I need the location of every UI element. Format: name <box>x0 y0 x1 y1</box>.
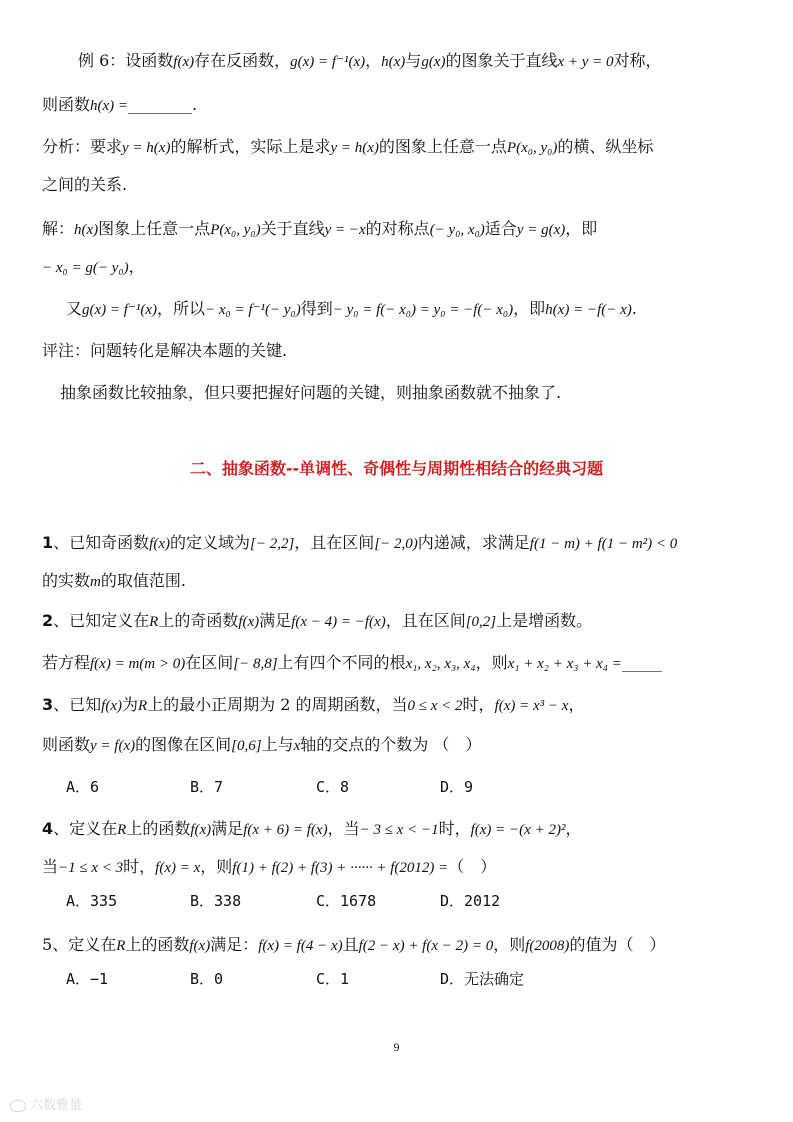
math-expression: f(x) = x <box>155 860 201 876</box>
math-expression: y = f(x) <box>90 738 136 754</box>
math-expression: f(x) <box>190 822 212 838</box>
solution-line1 <box>42 218 597 241</box>
math-expression: g(x) = f⁻¹(x) <box>290 54 366 70</box>
math-expression: f(x) = f(4 − x) <box>258 938 343 954</box>
math-expression: R <box>138 698 148 714</box>
text: 满足： <box>210 935 259 954</box>
problem4-option-d: D．2012 <box>440 892 501 910</box>
text: （ ） <box>448 857 497 876</box>
section-heading: 二、抽象函数--单调性、奇偶性与周期性相结合的经典习题 <box>189 459 604 478</box>
problem3-option-c: C．8 <box>316 778 350 796</box>
math-expression: g(x) = f⁻¹(x) <box>82 302 158 318</box>
text: 上的函数 <box>125 935 190 954</box>
problem5-option-d: D．无法确定 <box>440 970 525 988</box>
math-expression: [0,6] <box>231 738 262 754</box>
math-expression: R <box>149 614 159 630</box>
problem3-line2 <box>42 734 481 757</box>
text: 上的奇函数 <box>158 611 239 630</box>
text: 得到 <box>300 299 333 318</box>
math-expression: h(x) <box>74 222 99 238</box>
math-expression: f(x + 6) = f(x) <box>243 822 328 838</box>
solution-line3 <box>66 298 637 321</box>
problem3-option-d: D．9 <box>440 778 474 796</box>
text: 的横、纵坐标 <box>557 137 654 156</box>
text: ，即 <box>513 299 546 318</box>
math-expression: f(x) = m(m > 0) <box>90 656 186 672</box>
text: 上是增函数。 <box>496 611 593 630</box>
math-expression: f(1) + f(2) + f(3) + ······ + f(2012) = <box>232 860 449 876</box>
math-expression: f(x − 4) = −f(x) <box>291 614 386 630</box>
math-expression: [− 2,2] <box>250 536 295 552</box>
text: ，即 <box>565 219 598 238</box>
answer-blank: ________. <box>128 95 198 114</box>
math-expression: P(x₀, y₀) <box>210 222 261 238</box>
text: 、已知 <box>53 695 102 714</box>
comment-line2: 抽象函数比较抽象，但只要把握好问题的关键，则抽象函数就不抽象了. <box>60 383 562 402</box>
text: ，当 <box>327 819 360 838</box>
math-expression: f(x) = −(x + 2)² <box>470 822 566 838</box>
text: 存在反函数， <box>194 51 291 70</box>
text: 解： <box>42 219 75 238</box>
text: 则函数 <box>42 95 91 114</box>
math-expression: (− y₀, x₀) <box>429 222 485 238</box>
math-expression: [0,2] <box>465 614 497 630</box>
text: 又 <box>66 299 83 318</box>
text: 上与 <box>261 735 294 754</box>
watermark-logo-icon <box>10 1100 26 1112</box>
text: 、已知奇函数 <box>53 533 150 552</box>
math-expression: x₁, x₂, x₃, x₄ <box>405 656 476 672</box>
text: ， <box>568 695 585 714</box>
math-expression: y = h(x) <box>330 140 379 156</box>
page-number: 9 <box>393 1040 400 1054</box>
text: 若方程 <box>42 653 91 672</box>
problem5-line1 <box>42 934 665 957</box>
answer-blank: _____ <box>621 653 662 672</box>
text: 上的最小正周期为 2 的周期函数，当 <box>147 695 408 714</box>
problem5-option-a: A．−1 <box>66 970 109 988</box>
watermark-text: 六数雅量 <box>30 1098 83 1113</box>
problem2-line1 <box>42 610 592 633</box>
math-expression: f(2 − x) + f(x − 2) = 0 <box>358 938 494 954</box>
math-expression: y = h(x) <box>122 140 171 156</box>
math-expression: f(x) <box>173 54 195 70</box>
math-expression: − x₀ = g(− y₀) <box>42 260 129 276</box>
analysis-line2: 之间的关系. <box>42 175 128 194</box>
text: 时， <box>438 819 471 838</box>
problem5-option-c: C．1 <box>316 970 350 988</box>
math-expression: R <box>116 938 126 954</box>
math-expression: 0 ≤ x < 2 <box>407 698 463 714</box>
text: 且 <box>342 935 359 954</box>
problem4-line1 <box>42 818 581 841</box>
problem4-option-c: C．1678 <box>316 892 377 910</box>
text: 满足 <box>259 611 292 630</box>
problem-number: 2 <box>42 611 54 630</box>
text: 与 <box>405 51 422 70</box>
math-expression: f(2008) <box>525 938 570 954</box>
text: 例 6：设函数 <box>78 51 174 70</box>
example6-line1 <box>78 50 662 73</box>
math-expression: f(x) <box>189 938 211 954</box>
problem3-option-a: A．6 <box>66 778 100 796</box>
text: 满足 <box>211 819 244 838</box>
problem3-option-b: B．7 <box>190 778 224 796</box>
text: ，则 <box>493 935 526 954</box>
text: 对称， <box>613 51 662 70</box>
problem4-line2 <box>42 856 496 879</box>
math-expression: x₁ + x₂ + x₃ + x₄ = <box>507 656 622 672</box>
text: ， <box>365 51 382 70</box>
text: ， <box>128 257 145 276</box>
math-expression: x <box>293 738 301 754</box>
math-expression: f(x) <box>149 536 170 552</box>
problem4-option-b: B．338 <box>190 892 242 910</box>
solution-line2 <box>42 256 145 279</box>
math-expression: P(x₀, y₀) <box>506 140 558 156</box>
text: 、已知定义在 <box>53 611 150 630</box>
text: 的图像在区间 <box>135 735 232 754</box>
math-expression: g(x) <box>421 54 446 70</box>
text: 的定义域为 <box>169 533 250 552</box>
math-expression: m <box>90 574 101 590</box>
text: ，且在区间 <box>385 611 466 630</box>
problem4-option-a: A．335 <box>66 892 118 910</box>
text: 适合 <box>484 219 517 238</box>
text: 内递减，求满足 <box>417 533 530 552</box>
problem3-line1 <box>42 694 584 717</box>
text: 当 <box>42 857 59 876</box>
math-expression: [− 8,8] <box>233 656 278 672</box>
problem1-line2 <box>42 570 186 593</box>
problem5-option-b: B．0 <box>190 970 224 988</box>
text: . <box>631 299 637 318</box>
math-expression: x + y = 0 <box>557 54 614 70</box>
problem-number: 3 <box>42 695 54 714</box>
math-expression: h(x) <box>381 54 406 70</box>
analysis-line1 <box>42 136 653 159</box>
math-expression: f(x) <box>238 614 260 630</box>
text: 的取值范围. <box>100 571 186 590</box>
math-expression: h(x) = <box>90 98 129 114</box>
text: 的对称点 <box>365 219 430 238</box>
text: 上有四个不同的根 <box>277 653 406 672</box>
problem2-line2 <box>42 652 662 675</box>
text: 的实数 <box>42 571 91 590</box>
example6-line2 <box>42 94 197 117</box>
math-expression: f(1 − m) + f(1 − m²) < 0 <box>529 536 678 552</box>
text: 时， <box>123 857 156 876</box>
problem-number: 4 <box>42 819 54 838</box>
math-expression: f(x) = x³ − x <box>494 698 569 714</box>
problem1-line1 <box>42 532 677 555</box>
text: 的图象关于直线 <box>445 51 558 70</box>
text: 图象上任意一点 <box>98 219 211 238</box>
math-expression: h(x) = −f(− x) <box>545 302 632 318</box>
text: 、定义在 <box>53 819 118 838</box>
text: ，所以 <box>157 299 206 318</box>
text: 关于直线 <box>260 219 325 238</box>
text: ，则 <box>200 857 233 876</box>
math-expression: −1 ≤ x < 3 <box>58 860 124 876</box>
math-expression: y = −x <box>324 222 366 238</box>
math-expression: − x₀ = f⁻¹(− y₀) <box>205 302 301 318</box>
text: ，则 <box>475 653 508 672</box>
text: 在区间 <box>185 653 234 672</box>
math-expression: f(x) <box>101 698 122 714</box>
watermark <box>10 1094 82 1113</box>
text: 为 <box>121 695 138 714</box>
math-expression: − y₀ = f(− x₀) = y₀ = −f(− x₀) <box>332 302 514 318</box>
math-expression: − 3 ≤ x < −1 <box>359 822 439 838</box>
math-expression: [− 2,0) <box>374 536 418 552</box>
text: 的图象上任意一点 <box>378 137 507 156</box>
text: 的解析式，实际上是求 <box>170 137 331 156</box>
problem-number: 5 <box>42 935 53 954</box>
text: 上的函数 <box>126 819 191 838</box>
text: ，且在区间 <box>294 533 375 552</box>
comment-line1: 评注：问题转化是解决本题的关键. <box>42 341 288 360</box>
text: ， <box>565 819 582 838</box>
math-expression: R <box>117 822 127 838</box>
text: 的值为（ ） <box>569 935 666 954</box>
problem-number: 1 <box>42 533 54 552</box>
text: 分析：要求 <box>42 137 123 156</box>
text: 、定义在 <box>52 935 117 954</box>
text: 轴的交点的个数为 （ ） <box>300 735 482 754</box>
text: 则函数 <box>42 735 91 754</box>
math-expression: y = g(x) <box>516 222 566 238</box>
text: 时， <box>462 695 495 714</box>
